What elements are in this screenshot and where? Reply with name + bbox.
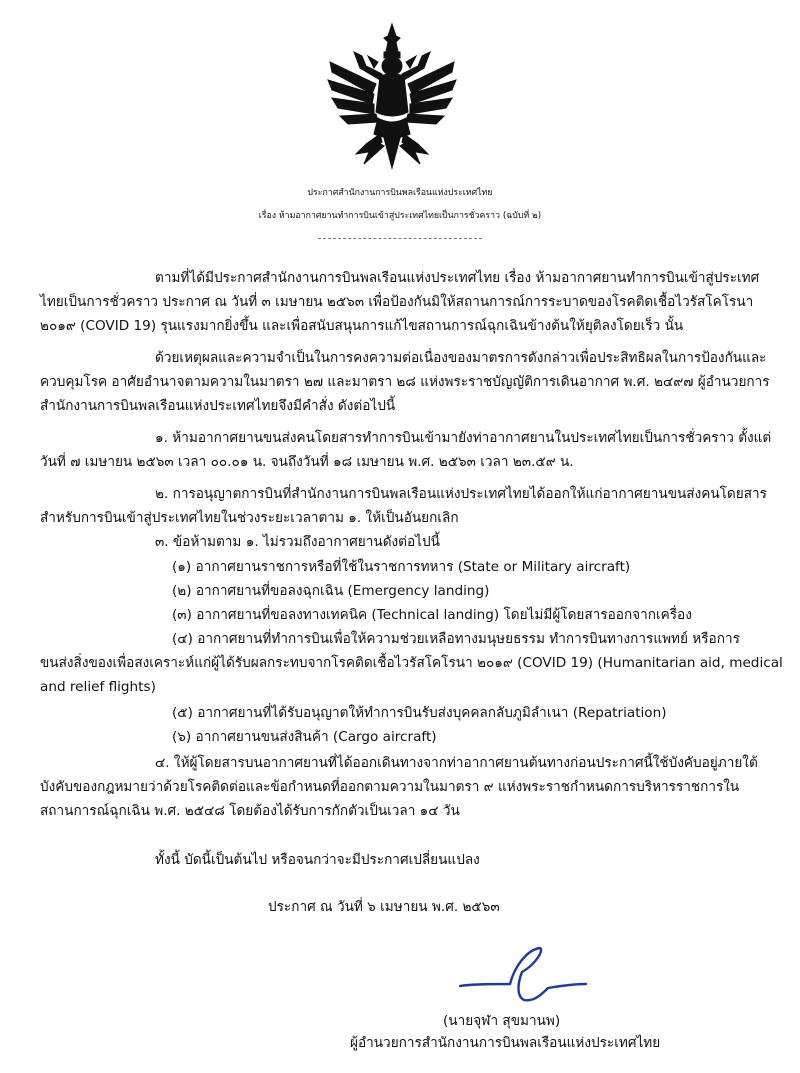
item-4-line-2: บังคับของกฎหมายว่าด้วยโรคติดต่อและข้อกำหนดที่ออกตามความในมาตรา ๙ แห่งพระราชกำหนดการบริหารราชการใน	[40, 779, 740, 795]
exception-2: (๒) อากาศยานที่ขอลงฉุกเฉิน (Emergency landing)	[172, 583, 490, 599]
paragraph-2-line-3: สำนักงานการบินพลเรือนแห่งประเทศไทยจึงมีคำสั่ง ดังต่อไปนี้	[40, 398, 396, 414]
subject-heading: เรื่อง ห้ามอากาศยานทำการบินเข้าสู่ประเทศไทยเป็นการชั่วคราว (ฉบับที่ ๒)	[258, 211, 542, 221]
item-1-line-2: วันที่ ๗ เมษายน ๒๕๖๓ เวลา ๐๐.๐๑ น. จนถึงวันที่ ๑๘ เมษายน พ.ศ. ๒๕๖๓ เวลา ๒๓.๕๙ น.	[40, 454, 574, 470]
item-1-line-1: ๑. ห้ามอากาศยานขนส่งคนโดยสารทำการบินเข้ามายังท่าอากาศยานในประเทศไทยเป็นการชั่วคราว ตั้งแต่	[155, 430, 772, 446]
header-divider	[318, 238, 482, 239]
exception-4-line-1: (๔) อากาศยานที่ทำการบินเพื่อให้ความช่วยเหลือทางมนุษยธรรม ทำการบินทางการแพทย์ หรือการ	[172, 631, 740, 647]
paragraph-1-line-1: ตามที่ได้มีประกาศสำนักงานการบินพลเรือนแห่งประเทศไทย เรื่อง ห้ามอากาศยานทำการบินเข้าสู่ประเทศ	[155, 270, 760, 286]
garuda-emblem-icon	[326, 22, 458, 172]
item-2-line-1: ๒. การอนุญาตการบินที่สำนักงานการบินพลเรือนแห่งประเทศไทยได้ออกให้แก่อากาศยานขนส่งคนโดยสาร	[155, 486, 767, 502]
paragraph-2-line-2: ควบคุมโรค อาศัยอำนาจตามความในมาตรา ๒๗ และมาตรา ๒๘ แห่งพระราชบัญญัติการเดินอากาศ พ.ศ. ๒๔๙๗ ผู้อำนวยการ	[40, 374, 770, 390]
paragraph-1-line-2: ไทยเป็นการชั่วคราว ประกาศ ณ วันที่ ๓ เมษายน ๒๕๖๓ เพื่อป้องกันมิให้สถานการณ์การระบาดของโรคติดเชื้อไวรัสโคโรนา	[40, 294, 754, 310]
exception-5: (๕) อากาศยานที่ได้รับอนุญาตให้ทำการบินรับส่งบุคคลกลับภูมิลำเนา (Repatriation)	[172, 705, 667, 721]
item-2-line-2: สำหรับการบินเข้าสู่ประเทศไทยในช่วงระยะเวลาตาม ๑. ให้เป็นอันยกเลิก	[40, 510, 459, 526]
exception-4-line-3: and relief flights)	[40, 679, 156, 695]
item-4-line-3: สถานการณ์ฉุกเฉิน พ.ศ. ๒๕๔๘ โดยต้องได้รับการกักตัวเป็นเวลา ๑๔ วัน	[40, 803, 460, 819]
paragraph-2-line-1: ด้วยเหตุผลและความจำเป็นในการคงความต่อเนื่องของมาตรการดังกล่าวเพื่อประสิทธิผลในการป้องกันและ	[155, 350, 767, 366]
signature-icon	[452, 938, 592, 1008]
exception-4-line-2: ขนส่งสิ่งของเพื่อสงเคราะห์แก่ผู้ได้รับผลกระทบจากโรคติดเชื้อไวรัสโคโรนา ๒๐๑๙ (COVID 19) (Humanitarian aid, medical	[40, 655, 783, 671]
paragraph-1-line-3: ๒๐๑๙ (COVID 19) รุนแรงมากยิ่งขึ้น และเพื่อสนับสนุนการแก้ไขสถานการณ์ฉุกเฉินข้างต้นให้ยุติลงโดยเร็ว นั้น	[40, 318, 684, 334]
item-4-line-1: ๔. ให้ผู้โดยสารบนอากาศยานที่ได้ออกเดินทางจากท่าอากาศยานต้นทางก่อนประกาศนี้ใช้บังคับอยู่ภายใต้	[155, 755, 758, 771]
issuer-heading: ประกาศสำนักงานการบินพลเรือนแห่งประเทศไทย	[307, 188, 493, 198]
signer-title: ผู้อำนวยการสำนักงานการบินพลเรือนแห่งประเทศไทย	[350, 1035, 661, 1051]
signer-name: (นายจุฬา สุขมานพ)	[443, 1013, 561, 1029]
announcement-date: ประกาศ ณ วันที่ ๖ เมษายน พ.ศ. ๒๕๖๓	[268, 899, 500, 915]
exception-1: (๑) อากาศยานราชการหรือที่ใช้ในราชการทหาร (State or Military aircraft)	[172, 559, 631, 575]
exception-3: (๓) อากาศยานที่ขอลงทางเทคนิค (Technical landing) โดยไม่มีผู้โดยสารออกจากเครื่อง	[172, 607, 692, 623]
closing-statement: ทั้งนี้ บัดนี้เป็นต้นไป หรือจนกว่าจะมีประกาศเปลี่ยนแปลง	[155, 852, 480, 868]
exception-6: (๖) อากาศยานขนส่งสินค้า (Cargo aircraft)	[172, 729, 437, 745]
item-3: ๓. ข้อห้ามตาม ๑. ไม่รวมถึงอากาศยานดังต่อไปนี้	[155, 534, 440, 550]
